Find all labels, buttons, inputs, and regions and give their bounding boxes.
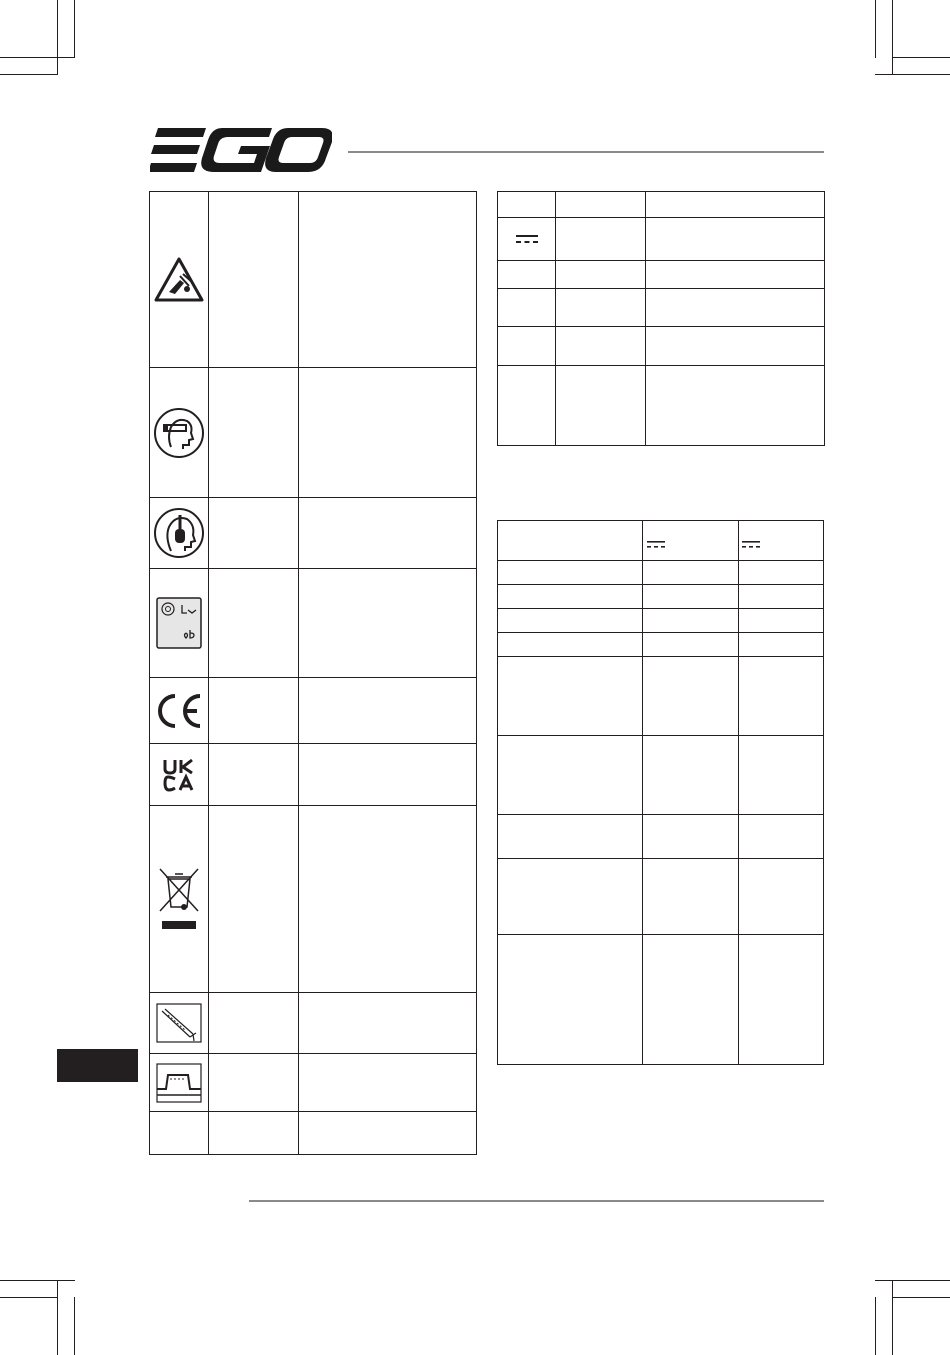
direct-current-icon [516,234,538,244]
symbol-cell [150,678,209,744]
table-row [498,815,824,859]
unit-cell [556,261,646,289]
meaning-cell [646,366,825,446]
symbol-description [299,806,477,993]
symbol-name [209,744,299,806]
symbol-description [299,993,477,1054]
symbol-cell [150,368,209,498]
table-header-row [498,192,825,218]
symbol-cell [498,289,556,327]
symbol-cell [150,192,209,368]
spec-label [498,859,643,935]
cutting-blade-icon [156,1003,202,1043]
symbol-description [299,1112,477,1155]
symbol-table [149,191,477,1155]
symbol-cell [498,327,556,366]
table-row [498,609,824,633]
table-row [498,366,825,446]
table-row [150,1112,477,1155]
spec-value-1 [643,657,739,736]
symbol-description [299,368,477,498]
spec-value-1 [643,935,739,1065]
unit-cell [556,289,646,327]
table-row [150,744,477,806]
symbol-description [299,498,477,569]
table-row [498,327,825,366]
symbol-cell [150,806,209,993]
symbol-description [299,744,477,806]
symbol-cell [150,993,209,1054]
symbol-description [299,678,477,744]
slot-profile-icon [156,1063,202,1103]
spec-label [498,657,643,736]
header-rule [348,151,824,153]
wear-ear-protection-icon [153,507,205,559]
ukca-mark-icon [162,758,196,792]
direct-current-icon [742,541,760,549]
spec-header-col1 [643,521,739,561]
ego-logo [150,128,332,172]
symbol-name [209,569,299,678]
symbol-name [209,1054,299,1112]
wear-eye-protection-icon [153,407,205,459]
unit-cell [556,327,646,366]
table-row [498,859,824,935]
spec-value-1 [643,561,739,585]
table-row [498,657,824,736]
spec-value-2 [739,609,824,633]
symbol-cell [150,1054,209,1112]
meaning-cell [646,327,825,366]
footer-rule [249,1200,824,1202]
units-header-meaning [646,192,825,218]
units-header-symbol [498,192,556,218]
spec-label [498,585,643,609]
unit-cell [556,366,646,446]
spec-label [498,561,643,585]
table-row [498,935,824,1065]
symbol-name [209,498,299,569]
table-row [150,368,477,498]
units-table [497,191,825,446]
spec-value-1 [643,859,739,935]
meaning-cell [646,289,825,327]
table-row [150,192,477,368]
symbol-name [209,806,299,993]
spec-header-col2 [739,521,824,561]
meaning-cell [646,218,825,261]
spec-value-2 [739,859,824,935]
spec-value-2 [739,633,824,657]
symbol-description [299,569,477,678]
cut-hazard-warning-icon [153,256,205,304]
table-row [150,1054,477,1112]
spec-label [498,815,643,859]
spec-value-1 [643,633,739,657]
symbol-description [299,192,477,368]
spec-value-1 [643,609,739,633]
language-side-tab [57,1049,138,1082]
symbol-cell [498,366,556,446]
symbol-cell [150,569,209,678]
spec-label [498,609,643,633]
spec-value-2 [739,736,824,815]
table-row [498,289,825,327]
spec-value-1 [643,736,739,815]
spec-value-1 [643,815,739,859]
spec-value-2 [739,815,824,859]
unit-cell [556,218,646,261]
spec-table [497,520,824,1065]
symbol-name [209,368,299,498]
spec-label [498,633,643,657]
spec-label [498,935,643,1065]
symbol-cell [150,1112,209,1155]
symbol-cell [498,261,556,289]
table-row [498,585,824,609]
table-header-row [498,521,824,561]
spec-value-1 [643,585,739,609]
symbol-name [209,192,299,368]
ce-mark-icon [155,693,203,729]
table-row [498,218,825,261]
direct-current-icon [647,541,665,549]
meaning-cell [646,261,825,289]
spec-label [498,736,643,815]
spec-value-2 [739,935,824,1065]
spec-value-2 [739,561,824,585]
table-row [498,633,824,657]
symbol-name [209,993,299,1054]
table-row [150,498,477,569]
symbol-cell [150,744,209,806]
symbol-name [209,678,299,744]
table-row [150,678,477,744]
symbol-cell [498,218,556,261]
table-row [498,561,824,585]
spec-value-2 [739,585,824,609]
sound-power-level-icon [156,597,202,649]
table-row [150,993,477,1054]
spec-header-label [498,521,643,561]
table-row [498,736,824,815]
table-row [498,261,825,289]
weee-crossed-bin-icon [156,867,202,931]
symbol-description [299,1054,477,1112]
symbol-name [209,1112,299,1155]
spec-value-2 [739,657,824,736]
table-row [150,569,477,678]
symbol-cell [150,498,209,569]
units-header-unit [556,192,646,218]
table-row [150,806,477,993]
